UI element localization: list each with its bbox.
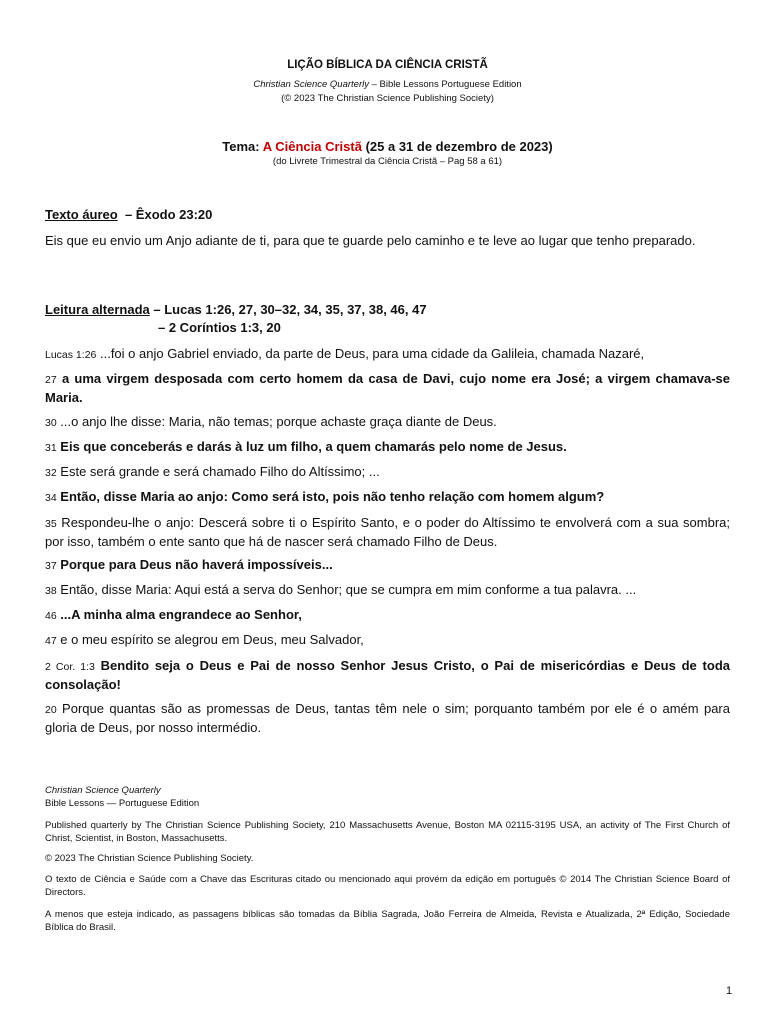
verse: [45, 606, 730, 625]
golden-text-body: Eis que eu envio um Anjo adiante de ti, para que te guarde pelo caminho e te leve ao lugar que tenho preparado.: [45, 233, 696, 248]
responsive-reading-citation2: – 2 Coríntios 1:3, 20: [158, 320, 281, 335]
header-copyright: (© 2023 The Christian Science Publishing Society): [281, 93, 494, 104]
verse-text: Então, disse Maria: Aqui está a serva do Senhor; que se cumpra em mim conforme a tua palavra. ...: [56, 582, 637, 597]
golden-text-heading: [45, 207, 212, 222]
verse-text: Porque para Deus não haverá impossíveis...: [56, 557, 333, 572]
verse-ref: 34: [45, 492, 57, 504]
verse: [45, 514, 730, 551]
verse: [45, 438, 730, 457]
footer-quarterly: Christian Science Quarterly: [45, 785, 161, 796]
theme-dates: (25 a 31 de dezembro de 2023): [361, 139, 553, 154]
verse-text: ...o anjo lhe disse: Maria, não temas; porque achaste graça diante de Deus.: [56, 414, 497, 429]
responsive-reading-label: Leitura alternada: [45, 302, 150, 317]
verse-ref: 20: [45, 704, 57, 716]
footer-bible-note: A menos que esteja indicado, as passagens bíblicas são tomadas da Bíblia Sagrada, João Ferreira de Almeida, Revista e Atualizada, 2ª Edição, Sociedade Bíblica do Brasil.: [45, 909, 730, 933]
footer-edition: Bible Lessons — Portuguese Edition: [45, 798, 200, 809]
verse: [45, 657, 730, 694]
verse-text: Então, disse Maria ao anjo: Como será isto, pois não tenho relação com homem algum?: [56, 489, 605, 504]
page-number: 1: [726, 985, 733, 997]
verse: [45, 463, 730, 482]
verse-ref: 30: [45, 417, 57, 429]
verse-text: Eis que conceberás e darás à luz um filho, a quem chamarás pelo nome de Jesus.: [56, 439, 567, 454]
verse-ref: 46: [45, 610, 57, 622]
verse-ref: 38: [45, 585, 57, 597]
responsive-reading-citation1: – Lucas 1:26, 27, 30–32, 34, 35, 37, 38, 46, 47: [149, 302, 427, 317]
golden-text-citation: – Êxodo 23:20: [121, 207, 213, 222]
verse-text: Porque quantas são as promessas de Deus, tantas têm nele o sim; porquanto também por ele é o amém para gloria de Deus, por nosso intermédio.: [45, 701, 730, 735]
lesson-title: LIÇÃO BÍBLICA DA CIÊNCIA CRISTÃ: [287, 59, 488, 71]
golden-text-label: Texto áureo: [45, 207, 118, 222]
footer-published: Published quarterly by The Christian Science Publishing Society, 210 Massachusetts Avenue, Boston MA 02115-3195 USA, an activity of The First Church of Christ, Scientist, in Boston, Massachusetts.: [45, 820, 730, 844]
verse: [45, 413, 730, 432]
verse: [45, 700, 730, 737]
verse-ref: 47: [45, 635, 57, 647]
responsive-reading-heading: [45, 302, 427, 317]
verse-ref: Lucas 1:26: [45, 349, 97, 361]
verse: [45, 345, 730, 364]
verse-text: ...foi o anjo Gabriel enviado, da parte de Deus, para uma cidade da Galileia, chamada Nazaré,: [96, 346, 645, 361]
verse-ref: 35: [45, 518, 57, 530]
verse-text: Respondeu-lhe o anjo: Descerá sobre ti o Espírito Santo, e o poder do Altíssimo te envolverá com a sua sombra; por isso, também o ente santo que há de nascer será chamado Filho de Deus.: [45, 515, 730, 549]
footer-science-health: O texto de Ciência e Saúde com a Chave das Escrituras citado ou mencionado aqui provém da edição em português © 2014 The Christian Science Board of Directors.: [45, 874, 730, 898]
quarterly-line: [45, 79, 730, 90]
verse-text: e o meu espírito se alegrou em Deus, meu Salvador,: [56, 632, 364, 647]
verse-text: Este será grande e será chamado Filho do Altíssimo; ...: [56, 464, 380, 479]
verse: [45, 631, 730, 650]
verse-ref: 37: [45, 560, 57, 572]
document-page: [45, 0, 733, 1024]
verse: [45, 556, 730, 575]
verse: [45, 488, 730, 507]
verse-text: ...A minha alma engrandece ao Senhor,: [56, 607, 302, 622]
theme-source: (do Livrete Trimestral da Ciência Cristã – Pag 58 a 61): [272, 156, 503, 167]
verse-ref: 27: [45, 374, 57, 386]
verse-text: a uma virgem desposada com certo homem da casa de Davi, cujo nome era José; a virgem chamava-se Maria.: [45, 371, 730, 405]
verse: [45, 370, 730, 407]
verse-text: Bendito seja o Deus e Pai de nosso Senhor Jesus Cristo, o Pai de misericórdias e Deus de toda consolação!: [45, 658, 730, 692]
verse: [45, 581, 730, 600]
theme-label: Tema:: [222, 139, 263, 154]
verse-ref: 31: [45, 442, 57, 454]
verse-ref: 2 Cor. 1:3: [45, 661, 95, 673]
edition-name: – Bible Lessons Portuguese Edition: [369, 79, 522, 90]
theme-name: A Ciência Cristã: [262, 139, 362, 154]
theme-heading: [45, 139, 730, 154]
footer-copyright: © 2023 The Christian Science Publishing Society.: [45, 853, 254, 864]
verse-ref: 32: [45, 467, 57, 479]
quarterly-name: Christian Science Quarterly: [253, 79, 369, 90]
